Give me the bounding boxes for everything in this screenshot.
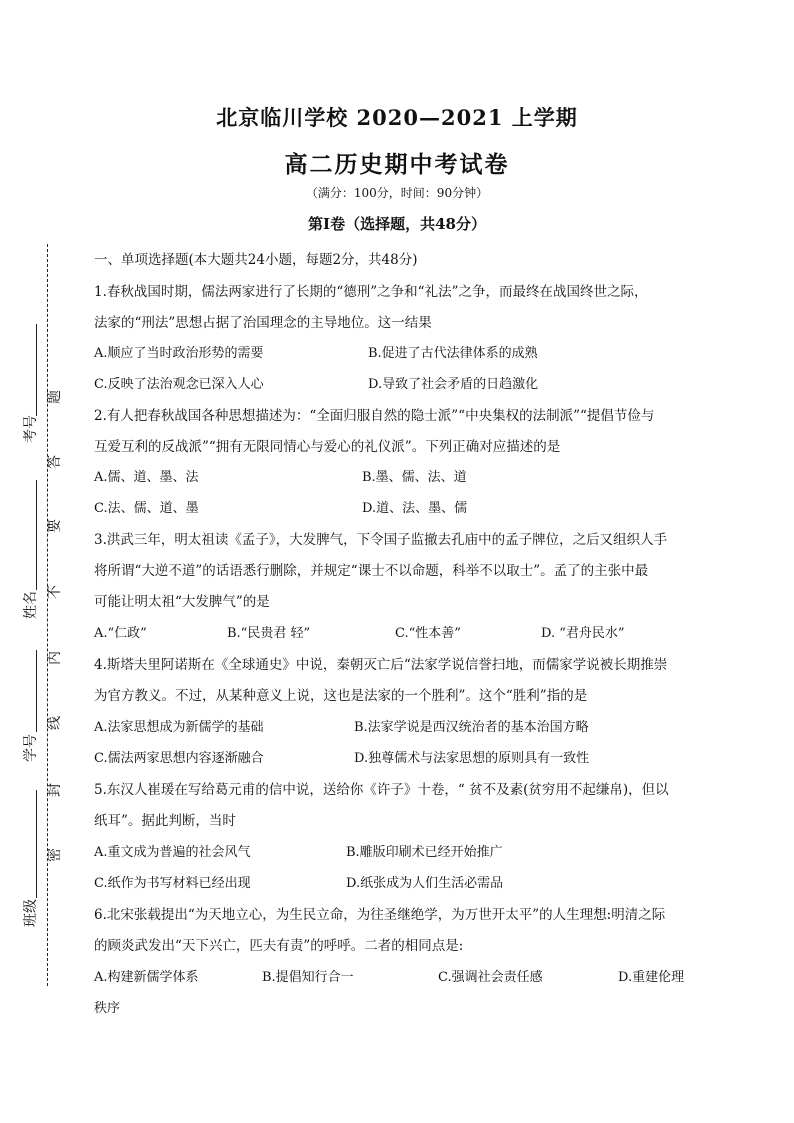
question-2-option-c: C.法、儒、道、墨 (94, 501, 199, 516)
question-6-line-1: 6.北宋张载提出“为天地立心，为生民立命，为往圣继绝学，为万世开太平”的人生理想:明清之际 (94, 907, 666, 923)
question-1-option-c: C.反映了法治观念已深入人心 (94, 377, 264, 392)
question-4-option-b: B.法家学说是西汉统治者的基本治国方略 (354, 720, 589, 735)
question-6-option-d-continuation: 秩序 (94, 1001, 121, 1016)
question-2-option-a: A.儒、道、墨、法 (94, 470, 199, 485)
question-3-line-3: 可能让明太祖“大发脾气”的是 (94, 594, 270, 610)
question-2-option-d: D.道、法、墨、儒 (362, 501, 468, 516)
question-3-option-a: A.“仁政” (94, 626, 147, 641)
question-6-option-d: D.重建伦理 (618, 970, 685, 985)
exam-title: 北京临川学校 2020—2021 上学期 (216, 105, 578, 130)
class-blank (36, 790, 37, 898)
question-1-line-1: 1.春秋战国时期，儒法两家进行了长期的“德刑”之争和“礼法”之争，而最终在战国终世之际， (94, 284, 648, 300)
section-heading: 第Ⅰ卷（选择题，共48分） (308, 215, 486, 233)
question-4-option-a: A.法家思想成为新儒学的基础 (94, 720, 264, 735)
question-3-option-b: B.“民贵君 轻” (227, 626, 311, 641)
question-6-line-2: 的顾炎武发出“天下兴亡，匹夫有责”的呼呼。二者的相同点是: (94, 938, 464, 954)
question-5-option-d: D.纸张成为人们生活必需品 (346, 876, 504, 891)
seal-char: 不 (47, 585, 63, 599)
question-4-option-c: C.儒法两家思想内容逐渐融合 (94, 751, 264, 766)
question-4-line-2: 为官方教义。不过，从某种意义上说，这也是法家的一个胜利”。这个“胜利”指的是 (94, 688, 588, 704)
seal-char: 答 (47, 455, 63, 469)
question-2-line-2: 互爱互利的反战派”“拥有无限同情心与爱心的礼仪派”。下列正确对应描述的是 (94, 439, 561, 455)
seal-char: 要 (47, 519, 63, 533)
seal-char: 封 (47, 783, 63, 797)
margin-label-name: 姓名 (23, 591, 39, 619)
question-1-line-2: 法家的“刑法”思想占据了治国理念的主导地位。这一结果 (94, 315, 432, 331)
margin-label-class: 班级 (23, 899, 39, 927)
question-5-option-a: A.重文成为普遍的社会风气 (94, 845, 251, 860)
question-3-option-c: C.“性本善” (395, 626, 461, 641)
question-2-option-b: B.墨、儒、法、道 (362, 470, 467, 485)
seal-dashed-line (47, 244, 48, 986)
question-4-line-1: 4.斯塔夫里阿诺斯在《全球通史》中说，秦朝灭亡后“法家学说信誉扫地，而儒家学说被长期推崇 (94, 657, 668, 673)
question-5-option-b: B.雕版印刷术已经开始推广 (346, 845, 503, 860)
seal-char: 密 (47, 848, 63, 862)
question-1-option-d: D.导致了社会矛盾的日趋激化 (368, 377, 539, 392)
question-5-line-1: 5.东汉人崔瑗在写给葛元甫的信中说，送给你《许子》十卷，“ 贫不及素(贫穷用不起缣帛)，但以 (94, 782, 669, 798)
instruction-text: 一、单项选择题(本大题共24小题，每题2分，共48分) (94, 252, 418, 268)
question-6-option-c: C.强调社会责任感 (438, 970, 543, 985)
score-time-info: （满分：100分，时间：90分钟） (305, 186, 489, 200)
question-1-option-b: B.促进了古代法律体系的成熟 (368, 346, 538, 361)
question-3-option-d: D. “君舟民水” (541, 626, 625, 641)
question-5-line-2: 纸耳”。据此判断，当时 (94, 813, 236, 829)
question-2-line-1: 2.有人把春秋战国各种思想描述为：“全面归服自然的隐士派”“中央集权的法制派”“提倡节俭与 (94, 408, 655, 424)
question-5-option-c: C.纸作为书写材料已经出现 (94, 876, 251, 891)
question-6-option-b: B.提倡知行合一 (262, 970, 354, 985)
exam-number-blank (36, 324, 37, 416)
student-id-blank (36, 650, 37, 732)
exam-subtitle: 高二历史期中考试卷 (284, 151, 510, 178)
seal-char: 题 (47, 390, 63, 404)
margin-label-exam-number: 考号 (23, 415, 39, 443)
question-3-line-2: 将所谓“大逆不道”的话语悉行删除，并规定“课士不以命题，科举不以取士”。孟了的主张中最 (94, 563, 649, 579)
question-6-option-a: A.构建新儒学体系 (94, 970, 199, 985)
margin-label-student-id: 学号 (23, 734, 39, 762)
name-blank (36, 480, 37, 590)
question-1-option-a: A.顺应了当时政治形势的需要 (94, 346, 264, 361)
question-3-line-1: 3.洪武三年，明太祖读《孟子》，大发脾气，下令国子监撤去孔庙中的孟子牌位，之后又组织人手 (94, 532, 668, 548)
seal-char: 线 (47, 716, 63, 730)
seal-char: 内 (47, 651, 63, 665)
question-4-option-d: D.独尊儒术与法家思想的原则具有一致性 (354, 751, 590, 766)
